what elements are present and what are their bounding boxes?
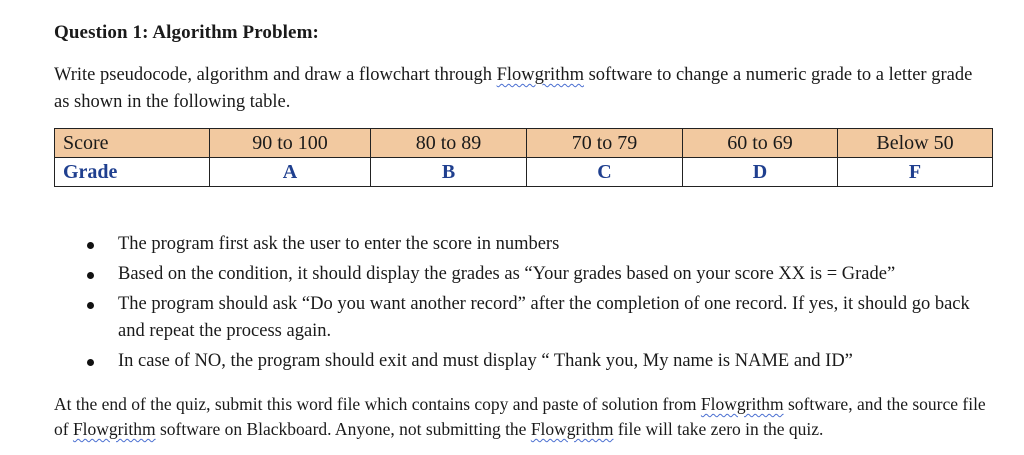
grade-cell: F [838,158,993,187]
closing-text: software, and the source file of [54,394,986,439]
grade-cell: A [210,158,371,187]
closing-text: file will take zero in the quiz. [613,419,824,439]
list-item-text: The program should ask “Do you want another record” after the completion of one record. If yes, it should go back and repeat the process again. [118,294,970,341]
list-item [54,348,974,375]
grade-cell: B [371,158,527,187]
bullet-icon [87,359,94,366]
bullet-icon [87,302,94,309]
list-item [54,291,974,345]
grade-cell: D [683,158,838,187]
list-item-text: Based on the condition, it should display the grades as “Your grades based on your score XX is = Grade” [118,264,896,284]
flowgrithm-word: Flowgrithm [530,419,614,439]
list-item [54,261,974,288]
score-cell: 80 to 89 [371,129,527,158]
flowgrithm-word: Flowgrithm [72,419,156,439]
list-item-text: In case of NO, the program should exit and must display “ Thank you, My name is NAME and ID” [118,351,853,371]
score-row [55,129,993,158]
list-item-text: The program first ask the user to enter the score in numbers [118,234,560,254]
list-item [54,231,974,258]
grade-table [54,128,993,187]
score-label-cell: Score [55,129,210,158]
score-cell: 90 to 100 [210,129,371,158]
grade-cell: C [527,158,683,187]
score-cell: 70 to 79 [527,129,683,158]
intro-text-end: software to change a numeric grade to a letter grade as shown in the following table. [54,65,973,112]
flowgrithm-word: Flowgrithm [700,394,784,414]
intro-text-start: Write pseudocode, algorithm and draw a flowchart through [54,65,497,85]
score-cell: 60 to 69 [683,129,838,158]
grade-label-cell: Grade [55,158,210,187]
closing-paragraph [54,392,989,442]
grade-row [55,158,993,187]
bullet-icon [87,242,94,249]
bullet-icon [87,272,94,279]
flowgrithm-word: Flowgrithm [496,65,584,85]
requirements-list [54,231,974,378]
closing-text: At the end of the quiz, submit this word file which contains copy and paste of solution from [54,394,701,414]
closing-text: software on Blackboard. Anyone, not submitting the [155,419,531,439]
intro-paragraph [54,62,989,116]
question-heading: Question 1: Algorithm Problem: [54,22,319,43]
score-cell: Below 50 [838,129,993,158]
